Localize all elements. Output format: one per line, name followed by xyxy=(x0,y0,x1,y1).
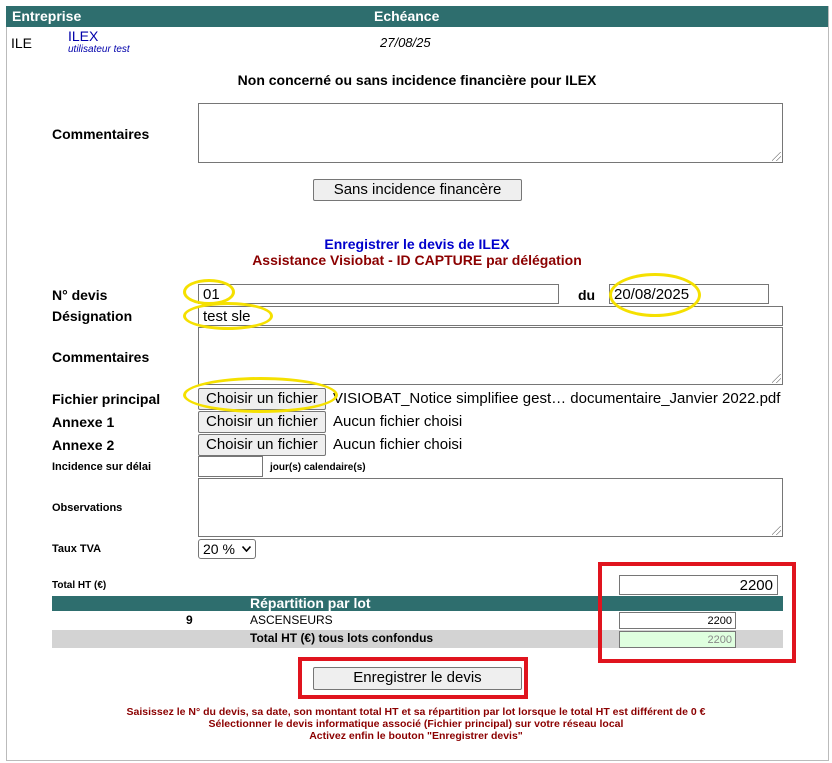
quote-comments-label: Commentaires xyxy=(52,349,150,365)
chevron-down-icon xyxy=(242,546,251,552)
resize-grip-icon[interactable] xyxy=(772,526,781,535)
vat-selected-value: 20 % xyxy=(203,541,235,557)
annex2-file-name: Aucun fichier choisi xyxy=(333,436,463,453)
main-file-choose-button[interactable]: Choisir un fichier xyxy=(198,388,326,410)
total-all-lots-label: Total HT (€) tous lots confondus xyxy=(250,631,434,645)
delay-unit: jour(s) calendaire(s) xyxy=(270,462,366,473)
annex1-file-name: Aucun fichier choisi xyxy=(333,413,463,430)
annex2-label: Annexe 2 xyxy=(52,437,115,453)
annex1-label: Annexe 1 xyxy=(52,414,115,430)
due-date: 27/08/25 xyxy=(380,35,431,50)
quote-subtitle: Assistance Visiobat - ID CAPTURE par délégation xyxy=(252,252,582,268)
quote-date-label: du xyxy=(578,287,596,303)
instruction-note-2: Sélectionner le devis informatique associé (Fichier principal) sur votre réseau local xyxy=(208,718,624,730)
resize-grip-icon[interactable] xyxy=(772,374,781,383)
vat-label: Taux TVA xyxy=(52,543,102,555)
no-impact-comments-label: Commentaires xyxy=(52,126,150,142)
total-all-lots-input xyxy=(619,631,736,648)
company-code: ILE xyxy=(11,35,33,51)
quote-date-input[interactable] xyxy=(609,284,769,304)
header-echeance: Echéance xyxy=(374,8,440,24)
quote-number-label: N° devis xyxy=(52,287,108,303)
observations-label: Observations xyxy=(52,502,123,514)
quote-number-input[interactable] xyxy=(198,284,559,304)
lot-amount-input[interactable] xyxy=(619,612,736,629)
total-input[interactable] xyxy=(619,575,778,595)
no-impact-title: Non concerné ou sans incidence financière pour ILEX xyxy=(237,72,597,88)
annex1-choose-button[interactable]: Choisir un fichier xyxy=(198,411,326,433)
no-impact-comments-textarea[interactable] xyxy=(198,103,783,163)
designation-input[interactable] xyxy=(198,306,783,326)
instruction-note-1: Saisissez le N° du devis, sa date, son montant total HT et sa répartition par lot lorsque le total HT est différent de 0 € xyxy=(126,706,706,718)
company-name-link[interactable]: ILEX xyxy=(68,28,99,44)
delay-label: Incidence sur délai xyxy=(52,461,152,473)
instruction-note-3: Activez enfin le bouton "Enregistrer devis" xyxy=(309,730,523,742)
lot-number: 9 xyxy=(186,613,193,627)
table-header xyxy=(6,6,828,27)
main-file-label: Fichier principal xyxy=(52,391,161,407)
company-user: utilisateur test xyxy=(68,44,130,55)
total-label: Total HT (€) xyxy=(52,580,107,591)
save-quote-button[interactable]: Enregistrer le devis xyxy=(313,667,522,690)
annex2-choose-button[interactable]: Choisir un fichier xyxy=(198,434,326,456)
designation-label: Désignation xyxy=(52,308,133,324)
no-impact-button[interactable]: Sans incidence financère xyxy=(313,179,522,201)
quote-comments-textarea[interactable] xyxy=(198,327,783,385)
repartition-title: Répartition par lot xyxy=(250,595,371,611)
delay-input[interactable] xyxy=(198,456,263,477)
lot-name: ASCENSEURS xyxy=(250,613,333,627)
resize-grip-icon[interactable] xyxy=(772,152,781,161)
vat-select[interactable] xyxy=(198,539,256,559)
repartition-header xyxy=(52,596,783,611)
quote-title: Enregistrer le devis de ILEX xyxy=(324,236,510,252)
header-entreprise: Entreprise xyxy=(12,8,82,24)
main-file-name: VISIOBAT_Notice simplifiee gest… documentaire_Janvier 2022.pdf xyxy=(333,390,781,407)
observations-textarea[interactable] xyxy=(198,478,783,537)
